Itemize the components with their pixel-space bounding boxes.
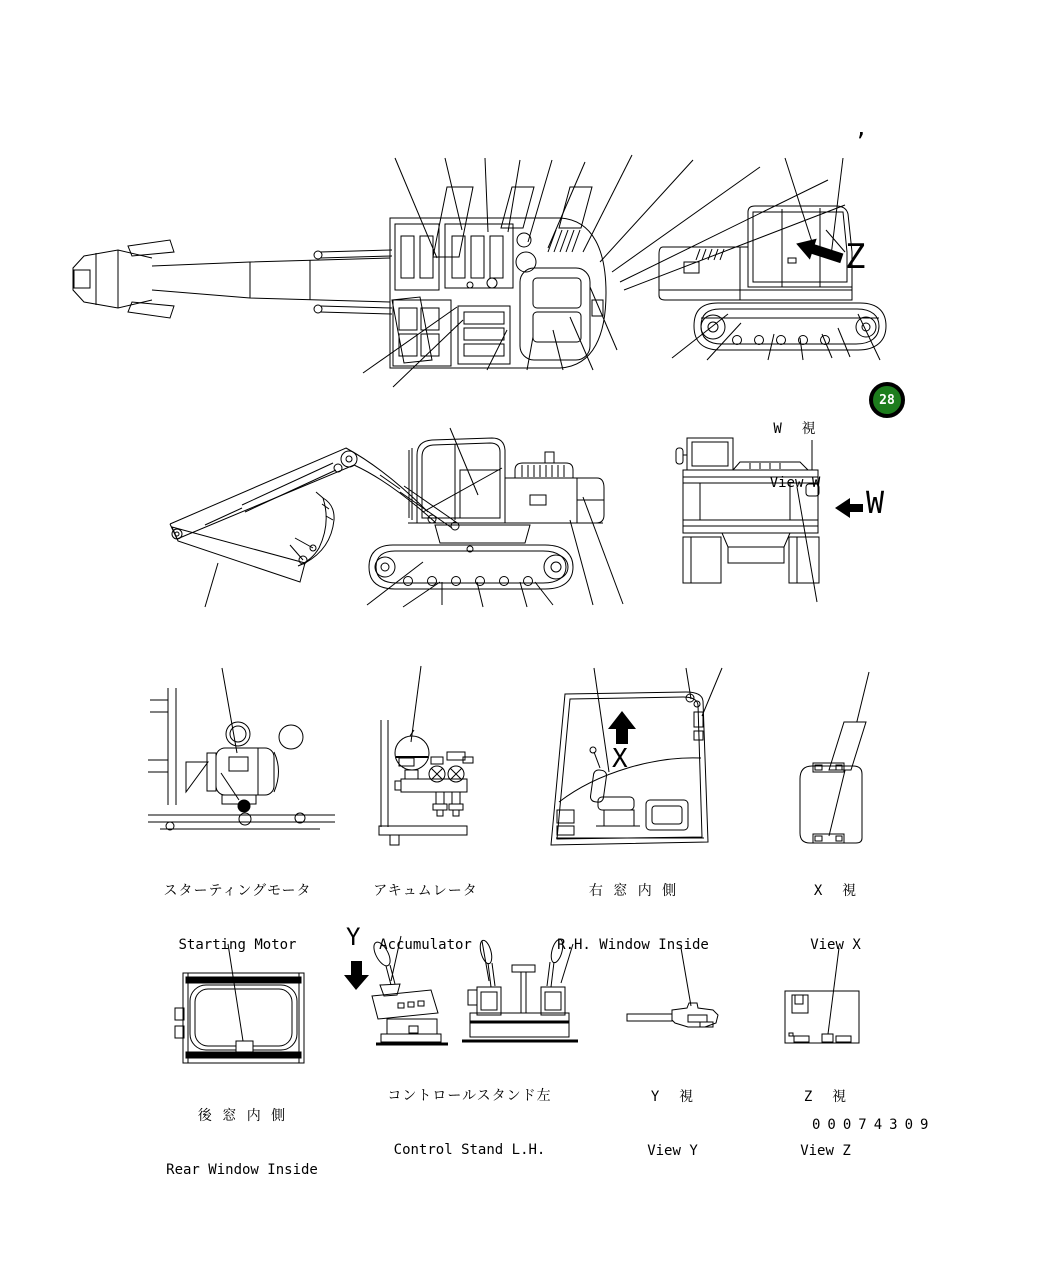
accumulator-caption-en: Accumulator xyxy=(379,937,472,953)
control-stand-caption-en: Control Stand L.H. xyxy=(393,1142,546,1158)
view-x-caption-jp: X 視 xyxy=(813,883,858,899)
starting-motor-caption-en: Starting Motor xyxy=(178,937,297,953)
view-w-arrow-label: W xyxy=(866,486,885,521)
view-y-arrow-label: Y xyxy=(346,923,361,951)
rh-window-caption xyxy=(538,846,728,972)
rear-window-caption-jp: 後 窓 内 側 xyxy=(197,1108,287,1124)
rh-window-inside-detail xyxy=(551,668,722,845)
view-x-detail xyxy=(800,672,869,843)
rear-window-caption-en: Rear Window Inside xyxy=(166,1162,318,1178)
rear-window-caption xyxy=(152,1071,332,1197)
starting-motor-detail xyxy=(148,668,335,830)
view-z-caption-jp: Z 視 xyxy=(803,1089,848,1105)
view-x-arrow-label: X xyxy=(612,744,628,774)
view-x-caption-en: View X xyxy=(810,937,861,953)
view-y-caption-en: View Y xyxy=(647,1143,698,1159)
view-y-caption xyxy=(625,1052,720,1178)
view-z-direction-arrow xyxy=(793,233,845,269)
accumulator-detail xyxy=(379,666,473,845)
starting-motor-caption xyxy=(145,846,330,972)
control-stand-caption xyxy=(372,1051,567,1177)
view-w-caption-en: View W xyxy=(769,475,821,491)
side-view-left-illustration xyxy=(170,428,623,607)
view-x-caption xyxy=(788,846,883,972)
control-stand-caption-jp: コントロールスタンド左 xyxy=(387,1088,552,1104)
top-view-illustration xyxy=(73,155,845,387)
callout-badge-number: 28 xyxy=(879,392,895,408)
starting-motor-caption-jp: スターティングモータ xyxy=(163,883,312,899)
view-z-caption-en: View Z xyxy=(800,1143,851,1159)
view-w-caption xyxy=(740,384,850,510)
rh-window-caption-en: R.H. Window Inside xyxy=(557,937,709,953)
rh-window-caption-jp: 右 窓 内 側 xyxy=(588,883,678,899)
callout-badge-28[interactable] xyxy=(869,382,905,418)
accumulator-caption-jp: アキュムレータ xyxy=(373,883,478,899)
drawing-number: 00074309 xyxy=(812,1117,936,1133)
view-x-direction-arrow xyxy=(608,711,636,744)
view-z-caption xyxy=(778,1052,873,1178)
view-w-caption-jp: W 視 xyxy=(773,421,817,437)
revision-mark: ’ xyxy=(854,130,868,155)
accumulator-caption xyxy=(358,846,493,972)
view-y-caption-jp: Y 視 xyxy=(650,1089,695,1105)
view-z-arrow-label: Z xyxy=(845,237,866,277)
